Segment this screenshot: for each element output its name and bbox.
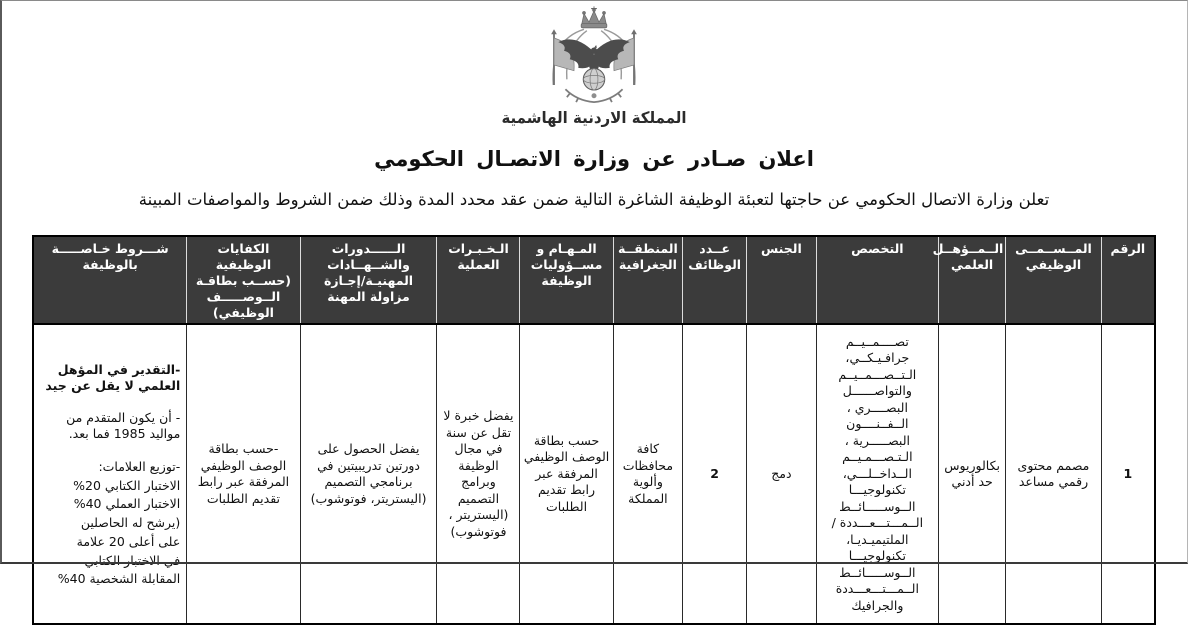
col-header-special-conditions: شـــروط خـاصـــــة بالوظيفة xyxy=(33,236,187,324)
jobs-table xyxy=(32,235,1156,625)
announcement-title: اعلان صـادر عن وزارة الاتصـال الحكومي xyxy=(374,147,814,171)
cell-competencies: -حسب بطاقة الوصف الوظيفي المرفقة عبر رابط تقديم الطلبات xyxy=(187,324,300,624)
col-header-specialization: التخصص xyxy=(816,236,938,324)
col-header-geographic-area: المنطقــة الجغرافية xyxy=(613,236,683,324)
col-header-tasks: المـهـام و مســؤوليات الوظيفة xyxy=(520,236,613,324)
condition-marks-distribution xyxy=(39,458,180,589)
cell-number: 1 xyxy=(1101,324,1155,624)
cell-tasks: حسب بطاقة الوصف الوظيفي المرفقة عبر رابط تقديم الطلبات xyxy=(520,324,613,624)
globe xyxy=(583,69,604,90)
marks-written-exam: الاختبار الكتابي 20% xyxy=(73,477,181,493)
cell-special-conditions xyxy=(33,324,187,624)
jobs-table-container xyxy=(32,235,1156,625)
marks-practical-exam: الاختبار العملي 40% xyxy=(73,496,181,512)
col-header-number: الرقم xyxy=(1101,236,1155,324)
marks-interview: المقابلة الشخصية 40% xyxy=(57,571,181,587)
marks-shortlist-note-3: في الاختبار الكتابي xyxy=(84,552,181,568)
emblem-container xyxy=(0,0,1188,128)
col-header-competencies: الكفايات الوظيفية (حســب بطاقـة الــوصـــــف الوظيفي) xyxy=(187,236,300,324)
marks-shortlist-note-2: على أعلى 20 علامة xyxy=(76,533,181,549)
marks-shortlist-note-1: (يرشح له الحاصلين xyxy=(80,515,181,531)
condition-birth-year: - أن يكون المتقدم من مواليد 1985 فما بعد. xyxy=(66,409,181,442)
crown xyxy=(581,7,607,28)
marks-label: -توزيع العلامات: xyxy=(98,458,181,474)
cell-gender: دمج xyxy=(747,324,817,624)
kingdom-name-calligraphy: المملكة الاردنية الهاشمية xyxy=(501,108,687,128)
announcement-subtitle: تعلن وزارة الاتصال الحكومي عن حاجتها لتعبئة الوظيفة الشاغرة التالية ضمن عقد محدد المدة وذلك ضمن الشروط والمواصفات المبينة xyxy=(138,190,1050,209)
col-header-job-title: المــســمــى الوظيفي xyxy=(1006,236,1101,324)
cell-experience: يفضل خبرة لا تقل عن سنة في مجال الوظيفة وبرامج التصميم (اليستريتر ، فوتوشوب) xyxy=(437,324,520,624)
bottom-ornament xyxy=(592,93,597,98)
jordan-coat-of-arms-icon xyxy=(514,5,674,105)
table-row xyxy=(33,324,1155,624)
cell-courses: يفضل الحصول على دورتين تدريبيتين في برنامجي التصميم (اليستريتر، فوتوشوب) xyxy=(300,324,437,624)
cell-qualification: بكالوريوس حد أدني xyxy=(938,324,1005,624)
table-header-row xyxy=(33,236,1155,324)
cell-geographic-area: كافة محافظات وألوية المملكة xyxy=(613,324,683,624)
cell-job-title: مصمم محتوى رقمي مساعد xyxy=(1006,324,1101,624)
cell-specialization: تصــــمــيــم جرافـيـكــي، الـتــصـــمــيــم والتواصــــــل البصــــري ، الــفــنــــون البصـــــرية ، الـتـصـــمـيــم الــداخــلـــي، تكنولوجيـــا الــوســـــائــط الــمـــتـــعـــددة /الملتيميـديـا، تكنولوجيـــا الــوســـــائــط الــمـــتـــعـــددة والجرافيك xyxy=(816,324,938,624)
col-header-qualification: الــمــؤهــل العلمي xyxy=(938,236,1005,324)
col-header-gender: الجنس xyxy=(747,236,817,324)
col-header-courses: الــــــدورات والشــهــادات المهنيـة/إجـازة مزاولة المهنة xyxy=(300,236,437,324)
col-header-experience: الـخـبـرات العملية xyxy=(437,236,520,324)
cell-positions-count: 2 xyxy=(683,324,747,624)
condition-grade: -التقدير في المؤهل العلمي لا يقل عن جيد xyxy=(45,361,181,394)
col-header-positions-count: عــدد الوظائف xyxy=(683,236,747,324)
